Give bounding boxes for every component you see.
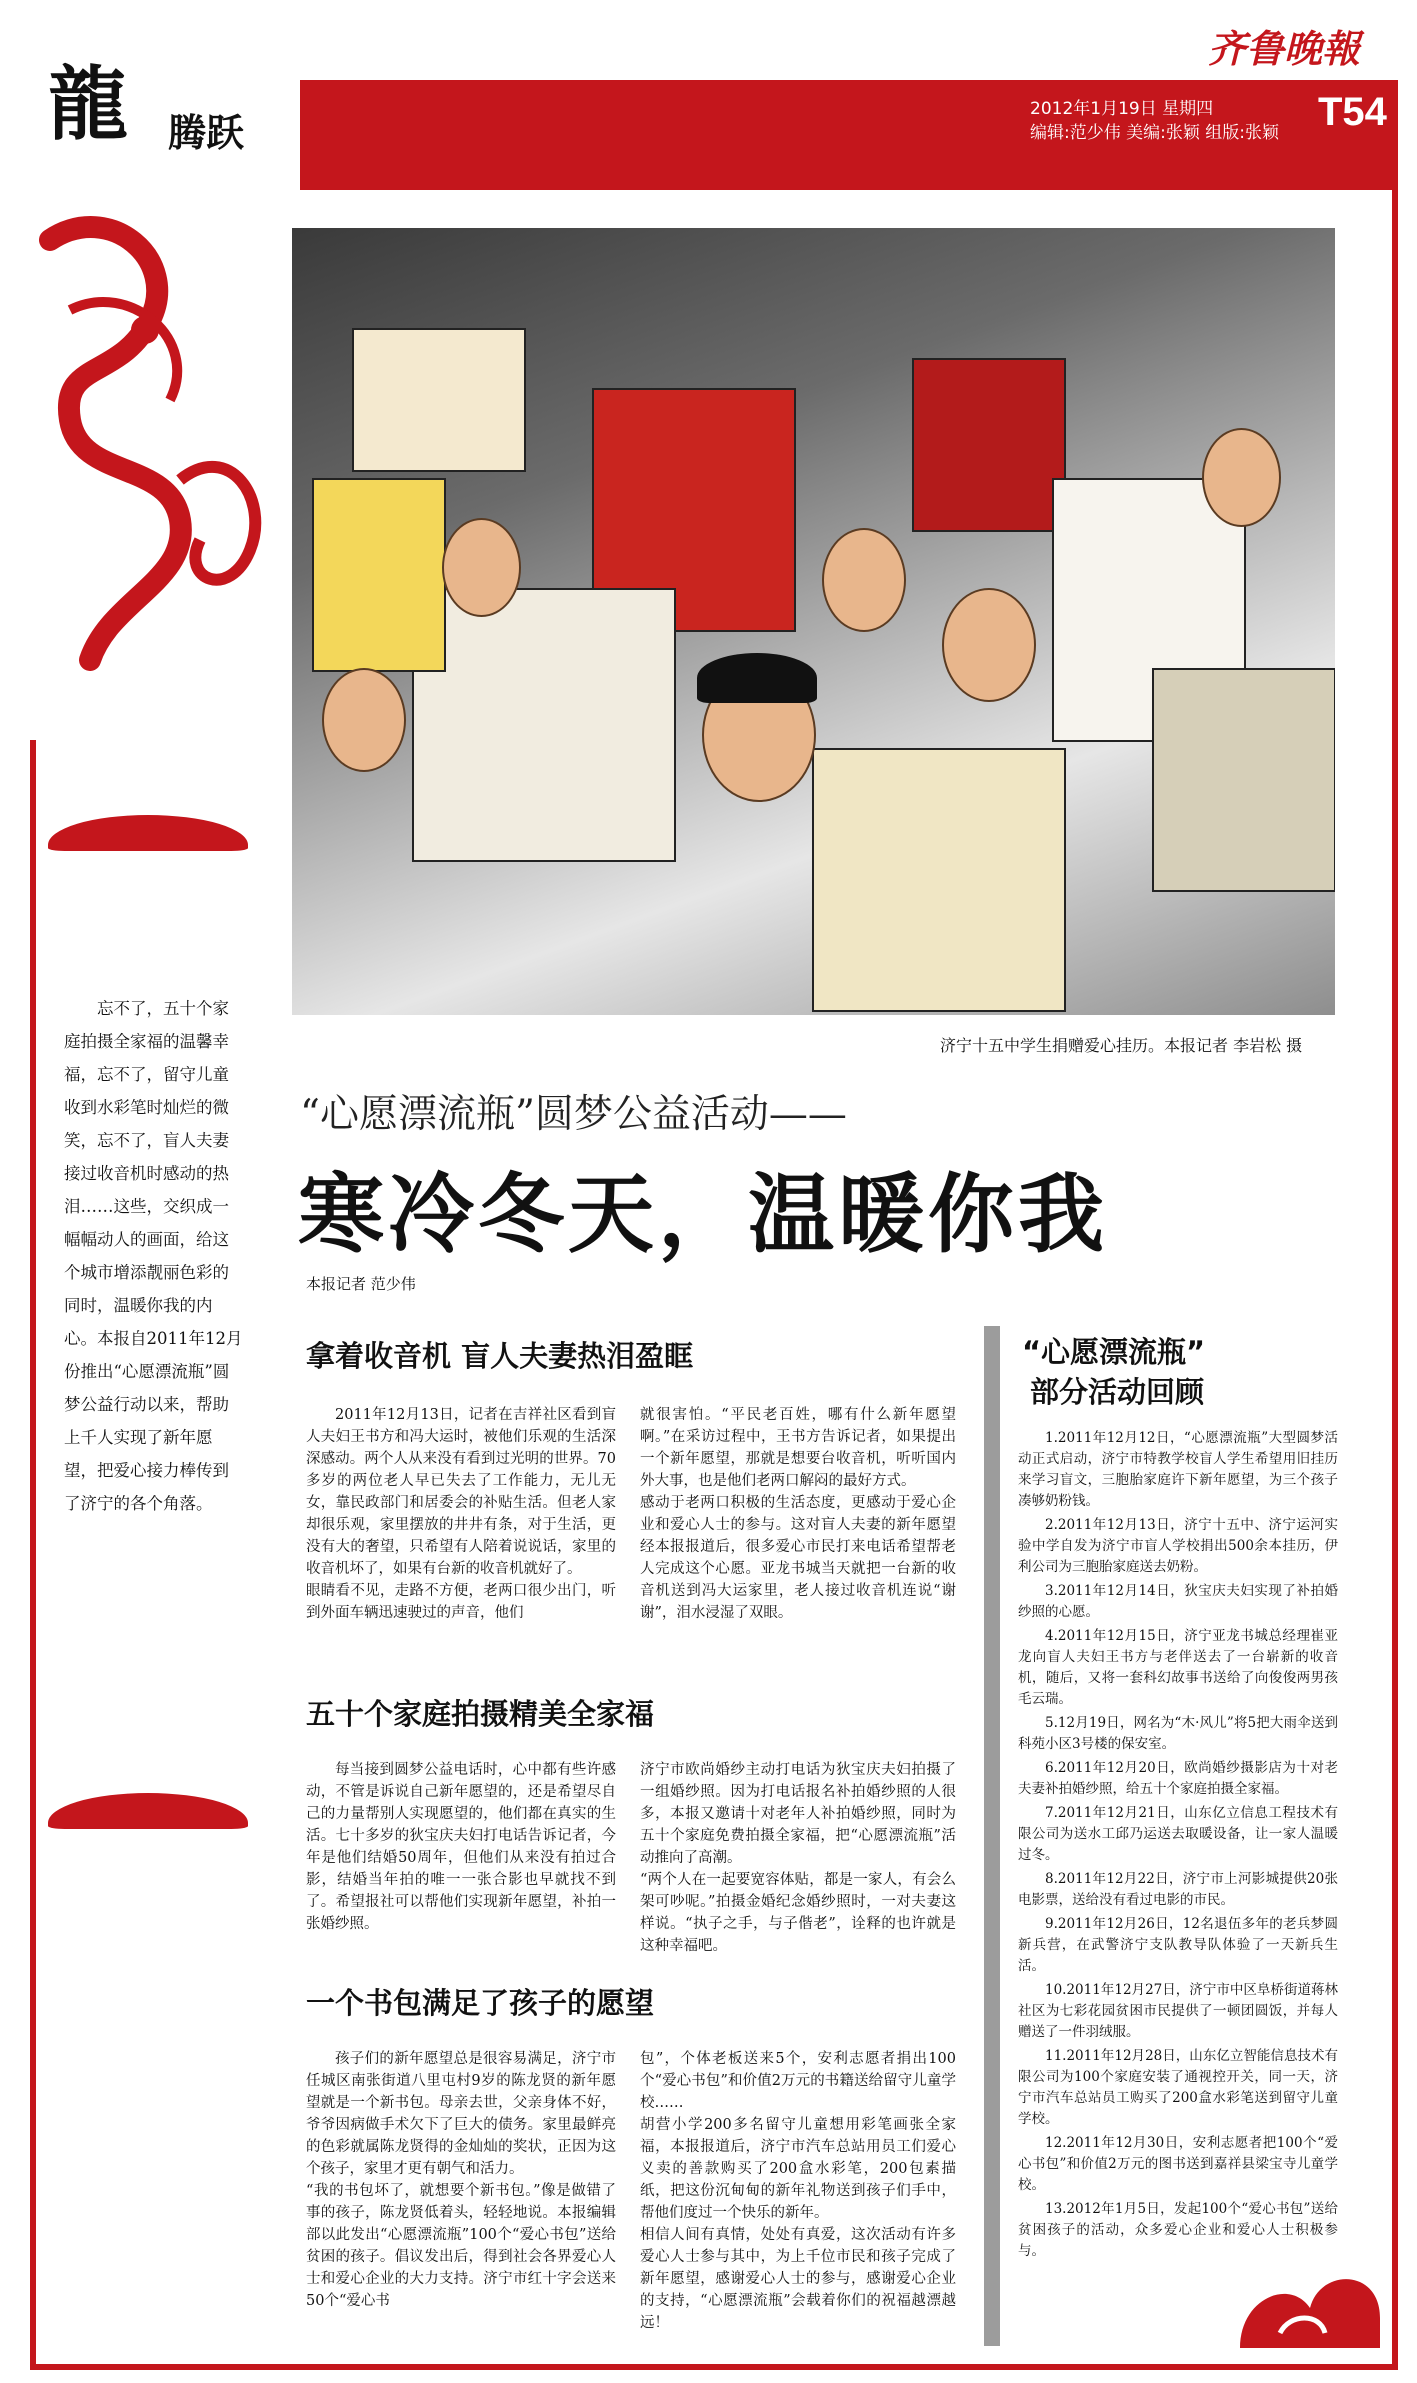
student-face xyxy=(322,668,406,772)
section-col-left: 孩子们的新年愿望总是很容易满足，济宁市任城区南张街道八里屯村9岁的陈龙贤的新年愿望就是一个新书包。母亲去世，父亲身体不好，爷爷因病做手术欠下了巨大的债务。家里最鲜亮的色彩就属陈龙贤得的金灿灿的奖状，正因为这个孩子，家里才更有朝气和活力。 “我的书包坏了，就想要个新书包。”像是做错了事的孩子，陈龙贤低着头，轻轻地说。本报编辑部以此发出“心愿漂流瓶”100个“爱心书包”送给贫困的孩子。倡议发出后，得到社会各界爱心人士和爱心企业的大力支持。济宁市红十字会送来50个“爱心书 xyxy=(306,2051,616,2309)
review-list xyxy=(1018,1428,1338,2265)
sidebar-intro: 忘不了，五十个家庭拍摄全家福的温馨幸福，忘不了，留守儿童收到水彩笔时灿烂的微笑，忘不了，盲人夫妻接过收音机时感动的热泪……这些，交织成一幅幅动人的画面，给这个城市增添靓丽色彩的同时，温暖你我的内心。本报自2011年12月份推出“心愿漂流瓶”圆梦公益行动以来，帮助上千人实现了新年愿望，把爱心接力棒传到了济宁的各个角落。 xyxy=(64,999,243,1513)
calendar-poster xyxy=(1152,668,1335,892)
cloud-ornament-icon xyxy=(1230,2238,1390,2358)
editors-line: 编辑:范少伟 美编:张颖 组版:张颖 xyxy=(1030,123,1279,143)
review-item: 8.2011年12月22日，济宁市上河影城提供20张电影票，送给没有看过电影的市民。 xyxy=(1018,1871,1338,1908)
dragon-ornament-icon xyxy=(30,80,300,740)
review-item: 4.2011年12月15日，济宁亚龙书城总经理崔亚龙向盲人夫妇王书方与老伴送去了一台崭新的收音机，随后，又将一套科幻故事书送给了向俊俊两男孩毛云瑞。 xyxy=(1018,1628,1338,1707)
calendar-poster xyxy=(312,478,446,672)
review-item: 5.12月19日，网名为“木·风儿”将5把大雨伞送到科苑小区3号楼的保安室。 xyxy=(1018,1715,1338,1752)
review-item: 10.2011年12月27日，济宁市中区阜桥街道蒋林社区为七彩花园贫困市民提供了一顿团圆饭，并每人赠送了一件羽绒服。 xyxy=(1018,1982,1338,2040)
section-col-right: 就很害怕。“平民老百姓，哪有什么新年愿望啊。”在采访过程中，王书方告诉记者，如果提出一个新年愿望，那就是想要台收音机，听听国内外大事，也是他们老两口解闷的最好方式。 感动于老两口积极的生活态度，更感动于爱心企业和爱心人士的参与。这对盲人夫妻的新年愿望经本报报道后，很多爱心市民打来电话希望帮老人完成这个心愿。亚龙书城当天就把一台新的收音机送到冯大运家里，老人接过收音机连说“谢谢”，泪水浸湿了双眼。 xyxy=(640,1407,956,1621)
review-item: 12.2011年12月30日，安利志愿者把100个“爱心书包”和价值2万元的图书送到嘉祥县梁宝寺儿童学校。 xyxy=(1018,2135,1338,2193)
kicker: “心愿漂流瓶”圆梦公益活动—— xyxy=(300,1092,847,1137)
review-item: 9.2011年12月26日，12名退伍多年的老兵梦圆新兵营，在武警济宁支队教导队体验了一天新兵生活。 xyxy=(1018,1916,1338,1974)
review-title: “心愿漂流瓶” xyxy=(1022,1335,1206,1369)
calendar-poster xyxy=(912,358,1066,532)
section-subhead: 五十个家庭拍摄精美全家福 xyxy=(306,1697,655,1731)
review-item: 11.2011年12月28日，山东亿立智能信息技术有限公司为100个家庭安装了通视控开关，同一天，济宁市汽车总站员工购买了200盒水彩笔送到留守儿童学校。 xyxy=(1018,2048,1338,2127)
section-col-left: 2011年12月13日，记者在吉祥社区看到盲人夫妇王书方和冯大运时，被他们乐观的生活深深感动。两个人从来没有看到过光明的世界。70多岁的两位老人早已失去了工作能力，无儿无女，靠民政部门和居委会的补贴生活。但老人家却很乐观，家里摆放的井井有条，对于生活，更没有大的奢望，只希望有人陪着说说话，家里的收音机坏了，如果有台新的收音机就好了。 眼睛看不见，走路不方便，老两口很少出门，听到外面车辆迅速驶过的声音，他们 xyxy=(306,1407,616,1621)
calendar-poster xyxy=(812,748,1066,1012)
page-number: T54 xyxy=(1318,90,1387,134)
review-item: 7.2011年12月21日，山东亿立信息工程技术有限公司为送水工邱乃运送去取暖设备，让一家人温暖过冬。 xyxy=(1018,1805,1338,1863)
student-face xyxy=(942,588,1036,702)
dragon-panel xyxy=(30,80,300,740)
review-item: 3.2011年12月14日，狄宝庆夫妇实现了补拍婚纱照的心愿。 xyxy=(1018,1583,1338,1620)
paper-name: 齐鲁晚報 xyxy=(1208,26,1361,71)
calendar-poster xyxy=(412,588,676,862)
section-col-left: 每当接到圆梦公益电话时，心中都有些许感动，不管是诉说自己新年愿望的，还是希望尽自己的力量帮别人实现愿望的，他们都在真实的生活。七十多岁的狄宝庆夫妇打电话告诉记者，今年是他们结婚50周年，但他们从来没有拍过合影，结婚当年拍的唯一一张合影也早就找不到了。希望报社可以帮他们实现新年愿望，补拍一张婚纱照。 xyxy=(306,1762,616,1932)
date-line: 2012年1月19日 星期四 xyxy=(1030,99,1214,119)
review-item: 1.2011年12月12日，“心愿漂流瓶”大型圆梦活动正式启动，济宁市特教学校盲人学生希望用旧挂历来学习盲文，三胞胎家庭许下新年愿望，为三个孩子凑够奶粉钱。 xyxy=(1018,1430,1338,1509)
review-item: 6.2011年12月20日，欧尚婚纱摄影店为十对老夫妻补拍婚纱照，给五十个家庭拍摄全家福。 xyxy=(1018,1760,1338,1797)
student-face xyxy=(1202,428,1281,527)
dragon-character: 龍 xyxy=(48,57,128,151)
student-hair xyxy=(697,653,817,703)
section-col-right: 济宁市欧尚婚纱主动打电话为狄宝庆夫妇拍摄了一组婚纱照。因为打电话报名补拍婚纱照的人很多，本报又邀请十对老年人补拍婚纱照，同时为五十个家庭免费拍摄全家福，把“心愿漂流瓶”活动推向了高潮。 “两个人在一起要宽容体贴，都是一家人，有会么架可吵呢。”拍摄金婚纪念婚纱照时，一对夫妻这样说。“执子之手，与子偕老”，诠释的也许就是这种幸福吧。 xyxy=(640,1762,956,1954)
headline: 寒冷冬天，温暖你我 xyxy=(298,1165,1108,1265)
section-subhead: 一个书包满足了孩子的愿望 xyxy=(306,1986,655,2020)
calendar-poster xyxy=(352,328,526,472)
review-item: 2.2011年12月13日，济宁十五中、济宁运河实验中学自发为济宁市盲人学校捐出500余本挂历，伊利公司为三胞胎家庭送去奶粉。 xyxy=(1018,1517,1338,1575)
student-face xyxy=(442,518,521,617)
review-item: 13.2012年1月5日，发起100个“爱心书包”送给贫困孩子的活动，众多爱心企业和爱心人士积极参与。 xyxy=(1018,2201,1338,2259)
section-subhead: 拿着收音机 盲人夫妻热泪盈眶 xyxy=(306,1339,694,1373)
byline: 本报记者 范少伟 xyxy=(306,1275,416,1293)
photo-caption: 济宁十五中学生捐赠爱心挂历。本报记者 李岩松 摄 xyxy=(940,1036,1303,1055)
section-title: 腾跃 xyxy=(168,111,245,155)
review-subtitle: 部分活动回顾 xyxy=(1030,1375,1205,1409)
lead-photo xyxy=(292,228,1335,1015)
section-col-right: 包”，个体老板送来5个，安利志愿者捐出100个“爱心书包”和价值2万元的书籍送给留守儿童学校…… 胡营小学200多名留守儿童想用彩笔画张全家福，本报报道后，济宁市汽车总站用员工们爱心义卖的善款购买了200盒水彩笔，200包素描纸，把这份沉甸甸的新年礼物送到孩子们手中，帮他们度过一个快乐的新年。 相信人间有真情，处处有真爱，这次活动有许多爱心人士参与其中，为上千位市民和孩子完成了新年愿望，感谢爱心人士的参与，感谢爱心企业的支持，“心愿漂流瓶”会载着你们的祝福越漂越远！ xyxy=(640,2051,956,2331)
student-face xyxy=(822,528,906,632)
review-divider xyxy=(984,1326,1000,2346)
